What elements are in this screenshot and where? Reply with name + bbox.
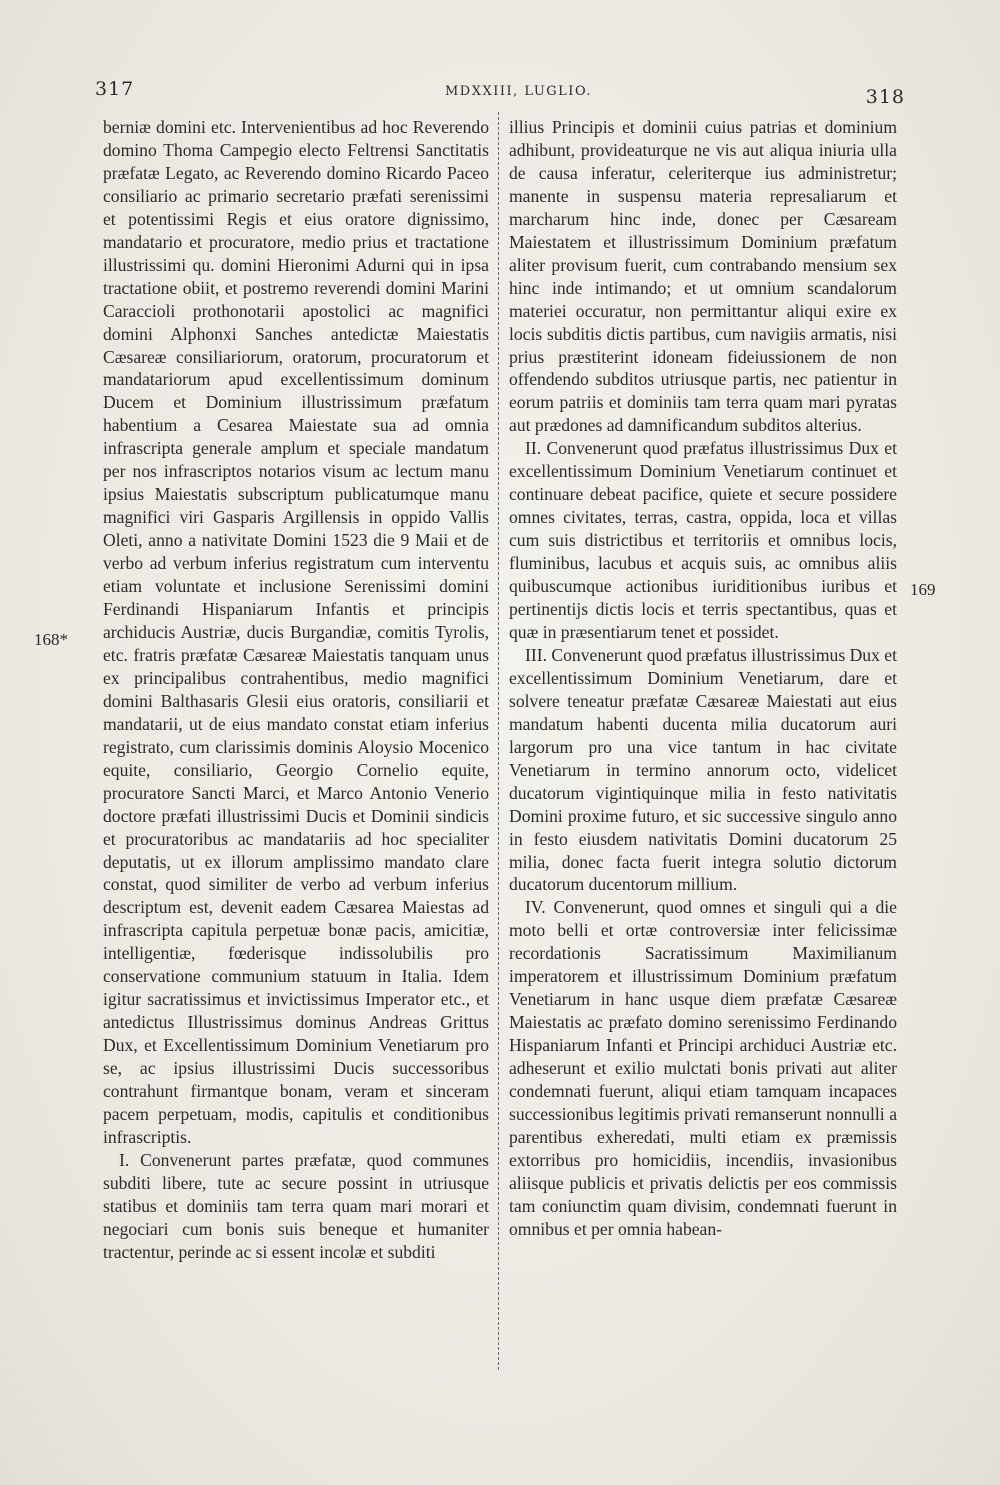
running-title: MDXXIII, LUGLIO.	[445, 84, 592, 99]
left-column	[103, 116, 489, 1264]
right-paragraph: III. Convenerunt quod præfatus illustrissimus Dux et excellentissimum Dominium Venetiarum, dare et solvere teneatur præfatæ Cæsareæ Maiestati aut eius mandatum habenti ducenta milia ducatorum auri largorum pro una vice tantum in hac civitate Venetiarum in termino annorum octo, videlicet ducatorum vigintiquinque milia in festo nativitatis Domini proxime futuro, et sic successive singulo anno in festo eiusdem nativitatis Domini ducatorum 25 milia, donec facta fuerit integra solutio dictorum ducatorum ducentorum millium.	[509, 644, 897, 895]
margin-note-right: 169	[910, 580, 936, 599]
left-paragraph: I. Convenerunt partes præfatæ, quod communes subditi libere, tute ac secure possint in utriusque statibus et dominiis tam terra quam mari morari et negociari cum bonis suis beneque et humaniter tractentur, perinde ac si essent incolæ et subditi	[103, 1149, 489, 1262]
left-paragraph: berniæ domini etc. Intervenientibus ad hoc Reverendo domino Thoma Campegio electo Feltrensi Sanctitatis præfatæ Legato, ac Reverendo domino Ricardo Paceo consiliario ac primario secretario præfati serenissimi et potentissimi Regis et eius oratore dignissimo, mandatario et procuratore, medio prius et tractatione illustrissimi qu. domini Hieronimi Adurni qui in ipsa tractatione obiit, et postremo reverendi domini Marini Caraccioli prothonotarii apostolici ac magnifici domini Alphonxi Sanches antedictæ Maiestatis Cæsareæ consiliariorum, oratorum, procuratorum et mandatariorum apud excellentissimum dominum Ducem et Dominium illustrissimum præfatum habentium a Cesarea Maiestate sua ad omnia infrascripta generale amplum et speciale mandatum per nos infrascriptos notarios visum ac lectum manu ipsius Maiestatis subscriptum publicatumque manu magnifici viri Gasparis Argillensis in oppido Vallis Oleti, anno a nativitate Domini 1523 die 9 Maii et de verbo ad verbum inferius registratum cum interventu etiam voluntate et inclusione Serenissimi domini Ferdinandi Hispaniarum Infantis et principis archiducis Austriæ, ducis Burgandiæ, comitis Tyrolis, etc. fratris præfatæ Cæsareæ Maiestatis tanquam unus ex principalibus contrahentibus, medio magnifici domini Balthasaris Glesii eius oratoris, consiliarii et mandatarii, ut de eius mandato constat etiam inferius registrato, cum clarissimis dominis Aloysio Mocenico equite, consiliario, Georgio Cornelio equite, procuratore Sancti Marci, et Marco Antonio Venerio doctore præfati illustrissimi Ducis et Dominii sindicis et procuratoribus ac mandatariis ad hoc specialiter deputatis, ut ex illorum amplissimo mandato clare constat, quod similiter de verbo ad verbum inferius descriptum est, devenit eadem Cæsarea Maiestas ad infrascripta capitula perpetuæ bonæ pacis, amicitiæ, intelligentiæ, fœderisque indissolubilis pro conservatione communium statuum in Italia. Idem igitur sacratissimus et invictissimus Imperator etc., et antedictus Illustrissimus dominus Andreas Grittus Dux, et Excellentissimum Dominium Venetiarum pro se, ac ipsius illustrissimi Ducis successoribus contrahunt firmantque bonam, veram et sinceram pacem perpetuam, modis, capitulis et conditionibus infrascriptis.	[103, 117, 489, 1147]
page-header	[95, 78, 905, 108]
right-paragraph: IV. Convenerunt, quod omnes et singuli qui a die moto belli et ortæ controversiæ inter felicissimæ recordationis Sacratissimum Maximilianum imperatorem et illustrissimum Dominium præfatum Venetiarum in hanc usque diem præfatæ Cæsareæ Maiestatis ac præfato domino serenissimo Ferdinando Hispaniarum Infanti et Principi archiduci Austriæ etc. adheserunt et exilio mulctati bonis privati aut aliter condemnati fuerunt, aliqui etiam tamquam incapaces successionibus legitimis privati remanserunt nonnulli a parentibus exheredati, multi etiam ex præmissis extorribus pro homicidiis, incendiis, invasionibus aliisque publicis et privatis delictis per eos commissis tam coniunctim quam divisim, condemnati fuerunt in omnibus et per omnia habean-	[509, 897, 897, 1239]
right-paragraph: II. Convenerunt quod præfatus illustrissimus Dux et excellentissimum Dominium Venetiarum continuet et continuare debeat pacifice, quiete et secure possidere omnes civitates, terras, castra, oppida, loca et villas cum suis districtibus et territoriis et omnibus locis, fluminibus, lacubus et acquis suis, ac omnibus aliis quibuscumque actionibus iuriditionibus iuribus et pertinentijs dictis locis et terris spectantibus, quas et quæ in præsentiarum tenet et possidet.	[509, 438, 897, 642]
page-number-right: 318	[865, 86, 905, 108]
margin-note-left: 168*	[34, 630, 68, 649]
right-paragraph: illius Principis et dominii cuius patrias et dominium adhibunt, provideaturque ne vis aut aliqua iniuria ulla de causa inferatur, celeriterque ius administretur; manente in suspensu materia represaliarum et marcharum hinc inde, donec per Cæsaream Maiestatem et illustrissimum Dominium præfatum aliter provisum fuerit, cum contrabando mensium sex hinc inde intimando; et ut omnium scandalorum materiei occuratur, non permittantur aliqui exire ex locis subditis dictis partibus, cum navigiis armatis, nisi prius præstiterint idoneam fideiussionem de non offendendo subditos utriusque partis, nec patientur in eorum patriis et dominiis tam terra quam mari pyratas aut prædones ad damnificandum subditos alterius.	[509, 117, 897, 436]
right-column	[509, 116, 897, 1241]
page-number-left: 317	[95, 78, 135, 100]
column-divider	[498, 112, 499, 1370]
